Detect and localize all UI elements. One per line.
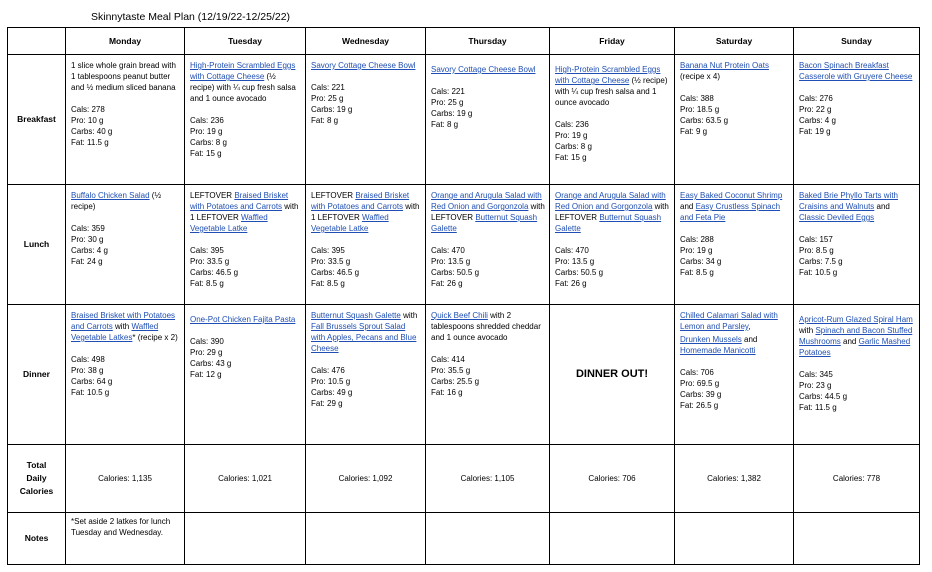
meal-text: , [748,322,751,331]
recipe-link[interactable]: Banana Nut Protein Oats [680,61,769,70]
recipe-link[interactable]: Easy Crustless Spinach and Feta Pie [680,202,781,222]
carbs: Carbs: 44.5 g [799,392,848,401]
dinner-tuesday [185,305,306,445]
cals: Cals: 221 [311,83,345,92]
fat: Fat: 26.5 g [680,401,719,410]
meal-text: (recipe x 4) [680,72,721,81]
recipe-link[interactable]: Butternut Squash Galette [431,213,538,233]
fat: Fat: 8.5 g [680,268,714,277]
corner-cell [8,28,66,55]
pro: Pro: 35.5 g [431,366,471,375]
fat: Fat: 11.5 g [71,138,109,147]
meal-text: 1 slice whole grain bread with 1 tablespoons peanut butter and ½ medium sliced banana [71,61,176,92]
carbs: Carbs: 50.5 g [431,268,480,277]
carbs: Carbs: 43 g [190,359,232,368]
day-header-wednesday: Wednesday [306,28,426,55]
breakfast-monday [66,55,185,185]
dinner-wednesday [306,305,426,445]
fat: Fat: 26 g [431,279,463,288]
dinner-sunday [794,305,920,445]
lunch-friday [550,185,675,305]
carbs: Carbs: 25.5 g [431,377,480,386]
recipe-link[interactable]: Easy Baked Coconut Shrimp [680,191,783,200]
carbs: Carbs: 7.5 g [799,257,843,266]
day-header-monday: Monday [66,28,185,55]
recipe-link[interactable]: High-Protein Scrambled Eggs with Cottage Cheese [190,61,296,81]
cals: Cals: 276 [799,94,833,103]
recipe-link[interactable]: Fall Brussels Sprout Salad with Apples, Pecans and Blue Cheese [311,322,417,353]
dinner-saturday [675,305,794,445]
total-tuesday: Calories: 1,021 [185,445,306,513]
recipe-link[interactable]: Braised Brisket with Potatoes and Carrots [71,311,176,331]
fat: Fat: 24 g [71,257,103,266]
notes-saturday [675,513,794,565]
breakfast-sunday [794,55,920,185]
breakfast-tuesday [185,55,306,185]
dinner-friday-out: DINNER OUT! [550,305,675,445]
cals: Cals: 278 [71,105,105,114]
fat: Fat: 8 g [431,120,459,129]
pro: Pro: 19 g [680,246,713,255]
cals: Cals: 476 [311,366,345,375]
breakfast-thursday [426,55,550,185]
fat: Fat: 15 g [190,149,222,158]
notes-tuesday [185,513,306,565]
recipe-link[interactable]: Braised Brisket with Potatoes and Carrots [311,191,410,211]
total-saturday: Calories: 1,382 [675,445,794,513]
carbs: Carbs: 46.5 g [190,268,239,277]
pro: Pro: 10 g [71,116,104,125]
lunch-monday [66,185,185,305]
meal-text: with 2 tablespoons shredded cheddar and 1 ounce avocado [431,311,541,342]
recipe-link[interactable]: Baked Brie Phyllo Tarts with Craisins and Walnuts [799,191,899,211]
pro: Pro: 29 g [190,348,223,357]
total-friday: Calories: 706 [550,445,675,513]
cals: Cals: 470 [431,246,465,255]
meal-text: and [874,202,890,211]
pro: Pro: 25 g [311,94,344,103]
lunch-wednesday [306,185,426,305]
day-header-tuesday: Tuesday [185,28,306,55]
carbs: Carbs: 4 g [71,246,108,255]
cals: Cals: 359 [71,224,105,233]
carbs: Carbs: 19 g [431,109,473,118]
carbs: Carbs: 8 g [555,142,592,151]
notes-monday [66,513,185,565]
fat: Fat: 19 g [799,127,831,136]
meal-text: with LEFTOVER [431,202,545,222]
carbs: Carbs: 4 g [799,116,836,125]
pro: Pro: 69.5 g [680,379,720,388]
cals: Cals: 395 [190,246,224,255]
recipe-link[interactable]: Apricot-Rum Glazed Spiral Ham [799,315,913,324]
recipe-link[interactable]: Waffled Vegetable Latkes [71,322,159,342]
day-header-thursday: Thursday [426,28,550,55]
meal-text: * (recipe x 2) [132,333,178,342]
cals: Cals: 221 [431,87,465,96]
total-label-line1: Total [26,460,47,470]
recipe-link[interactable]: One-Pot Chicken Fajita Pasta [190,315,296,324]
cals: Cals: 395 [311,246,345,255]
recipe-link[interactable]: Butternut Squash Galette [311,311,401,320]
fat: Fat: 12 g [190,370,222,379]
lunch-saturday [675,185,794,305]
cals: Cals: 414 [431,355,465,364]
carbs: Carbs: 49 g [311,388,353,397]
pro: Pro: 10.5 g [311,377,351,386]
cals: Cals: 706 [680,368,714,377]
cals: Cals: 345 [799,370,833,379]
recipe-link[interactable]: Classic Deviled Eggs [799,213,875,222]
pro: Pro: 33.5 g [311,257,351,266]
cals: Cals: 288 [680,235,714,244]
recipe-link[interactable]: Savory Cottage Cheese Bowl [311,61,416,70]
dinner-thursday [426,305,550,445]
meal-text: with [112,322,132,331]
carbs: Carbs: 39 g [680,390,722,399]
total-label-line2: Daily [26,473,47,483]
fat: Fat: 9 g [680,127,708,136]
total-wednesday: Calories: 1,092 [306,445,426,513]
recipe-link[interactable]: Butternut Squash Galette [555,213,662,233]
recipe-link[interactable]: Spinach and Bacon Stuffed Mushrooms [799,326,913,346]
cals: Cals: 157 [799,235,833,244]
fat: Fat: 8 g [311,116,339,125]
meal-text: with [799,326,816,335]
cals: Cals: 390 [190,337,224,346]
notes-sunday [794,513,920,565]
fat: Fat: 10.5 g [71,388,110,397]
fat: Fat: 8.5 g [311,279,345,288]
cals: Cals: 236 [555,120,589,129]
meal-text: and [840,337,859,346]
note-text: *Set aside 2 latkes for lunch Tuesday and Wednesday. [71,517,171,537]
carbs: Carbs: 50.5 g [555,268,604,277]
total-sunday: Calories: 778 [794,445,920,513]
pro: Pro: 33.5 g [190,257,230,266]
pro: Pro: 23 g [799,381,832,390]
recipe-link[interactable]: Garlic Mashed Potatoes [799,337,911,357]
lunch-sunday [794,185,920,305]
breakfast-saturday [675,55,794,185]
pro: Pro: 22 g [799,105,832,114]
recipe-link[interactable]: Chilled Calamari Salad with Lemon and Parsley [680,311,778,331]
pro: Pro: 19 g [555,131,588,140]
recipe-link[interactable]: Orange and Arugula Salad with Red Onion and Gorgonzola [555,191,666,211]
meal-text: with 1 LEFTOVER [190,202,299,222]
meal-text: (½ recipe) [71,191,162,211]
lunch-tuesday [185,185,306,305]
meal-text: with 1 LEFTOVER [311,202,420,222]
recipe-link[interactable]: High-Protein Scrambled Eggs with Cottage Cheese [555,65,661,85]
pro: Pro: 8.5 g [799,246,834,255]
meal-text: (½ recipe) with ¼ cup fresh salsa and 1 ounce avocado [555,76,668,107]
meal-plan-table [7,27,920,565]
carbs: Carbs: 46.5 g [311,268,360,277]
carbs: Carbs: 63.5 g [680,116,729,125]
carbs: Carbs: 19 g [311,105,353,114]
fat: Fat: 10.5 g [799,268,838,277]
total-thursday: Calories: 1,105 [426,445,550,513]
pro: Pro: 19 g [190,127,223,136]
recipe-link[interactable]: Waffled Vegetable Latke [311,213,389,233]
fat: Fat: 26 g [555,279,587,288]
recipe-link[interactable]: Savory Cottage Cheese Bowl [431,65,536,74]
day-header-friday: Friday [550,28,675,55]
pro: Pro: 38 g [71,366,104,375]
recipe-link[interactable]: Quick Beef Chili [431,311,488,320]
recipe-link[interactable]: Buffalo Chicken Salad [71,191,150,200]
pro: Pro: 18.5 g [680,105,720,114]
recipe-link[interactable]: Homemade Manicotti [680,346,756,355]
pro: Pro: 13.5 g [555,257,595,266]
carbs: Carbs: 64 g [71,377,113,386]
recipe-link[interactable]: Orange and Arugula Salad with Red Onion and Gorgonzola [431,191,542,211]
row-header-notes: Notes [8,513,66,565]
meal-text: with LEFTOVER [555,202,669,222]
notes-thursday [426,513,550,565]
breakfast-friday [550,55,675,185]
meal-text: LEFTOVER [311,191,356,200]
cals: Cals: 388 [680,94,714,103]
row-header-dinner: Dinner [8,305,66,445]
page-title: Skinnytaste Meal Plan (12/19/22-12/25/22) [91,11,291,23]
carbs: Carbs: 8 g [190,138,227,147]
lunch-thursday [426,185,550,305]
recipe-link[interactable]: Bacon Spinach Breakfast Casserole with Gruyere Cheese [799,61,913,81]
fat: Fat: 15 g [555,153,587,162]
pro: Pro: 25 g [431,98,464,107]
day-header-sunday: Sunday [794,28,920,55]
fat: Fat: 11.5 g [799,403,837,412]
total-monday: Calories: 1,135 [66,445,185,513]
meal-text: LEFTOVER [190,191,235,200]
breakfast-wednesday [306,55,426,185]
fat: Fat: 29 g [311,399,343,408]
row-header-total [8,445,66,513]
carbs: Carbs: 34 g [680,257,722,266]
recipe-link[interactable]: Braised Brisket with Potatoes and Carrots [190,191,289,211]
total-label-line3: Calories [19,486,54,496]
dinner-monday [66,305,185,445]
pro: Pro: 30 g [71,235,104,244]
cals: Cals: 470 [555,246,589,255]
cals: Cals: 236 [190,116,224,125]
cals: Cals: 498 [71,355,105,364]
pro: Pro: 13.5 g [431,257,471,266]
notes-friday [550,513,675,565]
meal-text: with [400,311,418,320]
notes-wednesday [306,513,426,565]
meal-text: and [741,335,758,344]
meal-text: and [680,202,696,211]
day-header-saturday: Saturday [675,28,794,55]
row-header-lunch: Lunch [8,185,66,305]
fat: Fat: 16 g [431,388,463,397]
fat: Fat: 8.5 g [190,279,224,288]
recipe-link[interactable]: Waffled Vegetable Latke [190,213,268,233]
row-header-breakfast: Breakfast [8,55,66,185]
meal-text: (½ recipe) with ¼ cup fresh salsa and 1 ounce avocado [190,72,296,103]
carbs: Carbs: 40 g [71,127,113,136]
recipe-link[interactable]: Drunken Mussels [680,335,742,344]
